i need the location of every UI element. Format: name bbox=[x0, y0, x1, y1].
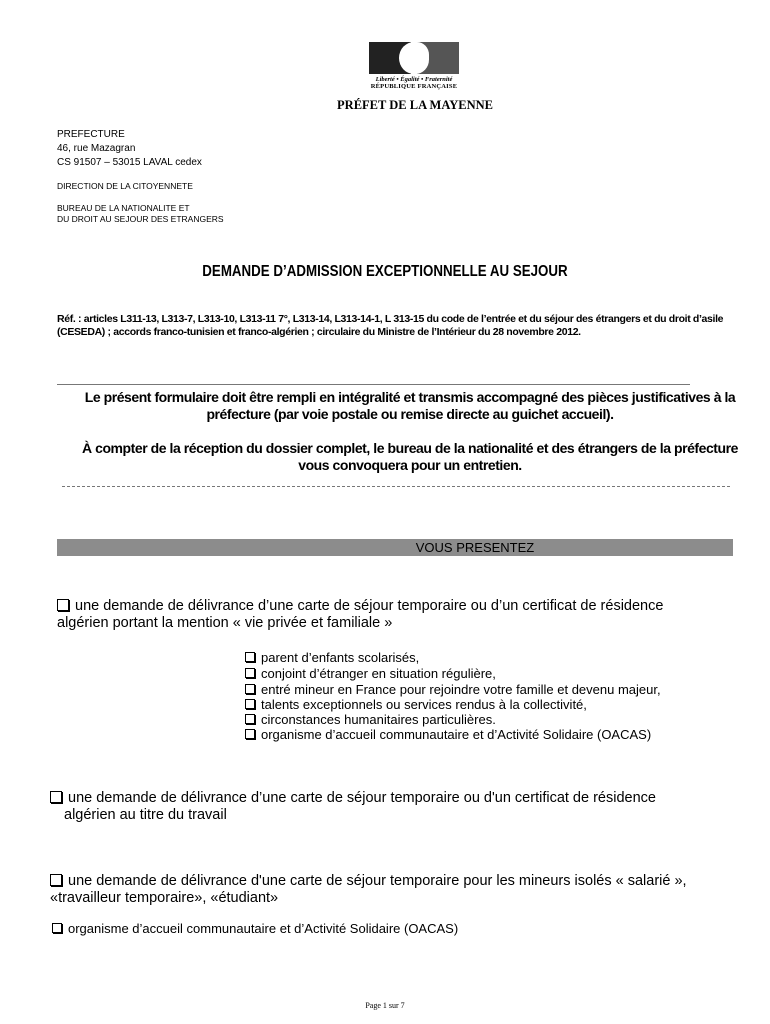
address-line: 46, rue Mazagran bbox=[57, 143, 136, 154]
ref-line: (CESEDA) ; accords franco-tunisien et franco-algérien ; circulaire du Ministre de l’Intérieur du 28 novembre 2012. bbox=[57, 326, 581, 338]
sub-option[interactable]: conjoint d’étranger en situation régulière, bbox=[245, 666, 496, 682]
section-header: VOUS PRESENTEZ bbox=[57, 539, 733, 556]
page-number: Page 1 sur 7 bbox=[365, 1001, 405, 1010]
ref-line: Réf. : articles L311-13, L313-7, L313-10, L313-11 7°, L313-14, L313-14-1, L 313-15 du code de l’entrée et du séjour des étrangers et du droit d’asile bbox=[57, 313, 724, 325]
divider bbox=[57, 384, 690, 385]
notice-paragraph bbox=[60, 440, 760, 474]
notice-line: À compter de la réception du dossier complet, le bureau de la nationalité et des étrangers de la préfecture bbox=[82, 440, 738, 456]
option-mineurs-isoles[interactable]: une demande de délivrance d'une carte de séjour temporaire pour les mineurs isolés « salarié », «travailleur temporaire», «étudiant» bbox=[50, 873, 687, 906]
option-vie-privee[interactable]: une demande de délivrance d’une carte de séjour temporaire ou d’un certificat de résidence algérien portant la mention « vie privée et familiale » bbox=[57, 598, 664, 631]
address-line: CS 91507 – 53015 LAVAL cedex bbox=[57, 157, 202, 168]
logo-republic: RÉPUBLIQUE FRANÇAISE bbox=[370, 83, 458, 90]
address-line: PREFECTURE bbox=[57, 129, 125, 140]
direction-label: DIRECTION DE LA CITOYENNETE bbox=[57, 181, 193, 191]
legal-references bbox=[57, 313, 737, 339]
checkbox-icon[interactable] bbox=[50, 874, 62, 886]
checkbox-icon[interactable] bbox=[245, 652, 255, 662]
marianne-emblem-icon bbox=[369, 42, 459, 74]
checkbox-icon[interactable] bbox=[50, 791, 62, 803]
notice-line: préfecture (par voie postale ou remise directe au guichet accueil). bbox=[206, 406, 614, 422]
sub-option[interactable]: entré mineur en France pour rejoindre votre famille et devenu majeur, bbox=[245, 682, 661, 698]
sub-option[interactable]: talents exceptionnels ou services rendus à la collectivité, bbox=[245, 697, 587, 713]
notice-line: Le présent formulaire doit être rempli en intégralité et transmis accompagné des pièces justificatives à la bbox=[84, 389, 736, 405]
checkbox-icon[interactable] bbox=[57, 599, 69, 611]
checkbox-icon[interactable] bbox=[245, 668, 255, 678]
option-oacas[interactable]: organisme d’accueil communautaire et d’Activité Solidaire (OACAS) bbox=[52, 920, 458, 937]
checkbox-icon[interactable] bbox=[245, 714, 255, 724]
checkbox-icon[interactable] bbox=[245, 729, 255, 739]
checkbox-icon[interactable] bbox=[52, 923, 62, 933]
checkbox-icon[interactable] bbox=[245, 684, 255, 694]
sub-option[interactable]: circonstances humanitaires particulières. bbox=[245, 712, 496, 728]
sub-option[interactable]: parent d’enfants scolarisés, bbox=[245, 650, 419, 666]
divider bbox=[62, 486, 730, 487]
prefet-heading: PRÉFET DE LA MAYENNE bbox=[337, 98, 493, 112]
marianne-logo bbox=[364, 42, 464, 90]
notice-line: vous convoquera pour un entretien. bbox=[298, 457, 522, 473]
bureau-label: DU DROIT AU SEJOUR DES ETRANGERS bbox=[57, 214, 224, 224]
notice-paragraph bbox=[60, 389, 760, 423]
option-travail[interactable]: une demande de délivrance d’une carte de séjour temporaire ou d'un certificat de résidence algérien au titre du travail bbox=[50, 790, 656, 824]
sub-option[interactable]: organisme d’accueil communautaire et d’Activité Solidaire (OACAS) bbox=[245, 727, 651, 743]
document-title: DEMANDE D’ADMISSION EXCEPTIONNELLE AU SEJOUR bbox=[202, 263, 568, 280]
logo-motto: Liberté • Égalité • Fraternité bbox=[375, 76, 453, 83]
checkbox-icon[interactable] bbox=[245, 699, 255, 709]
bureau-label: BUREAU DE LA NATIONALITE ET bbox=[57, 203, 190, 213]
